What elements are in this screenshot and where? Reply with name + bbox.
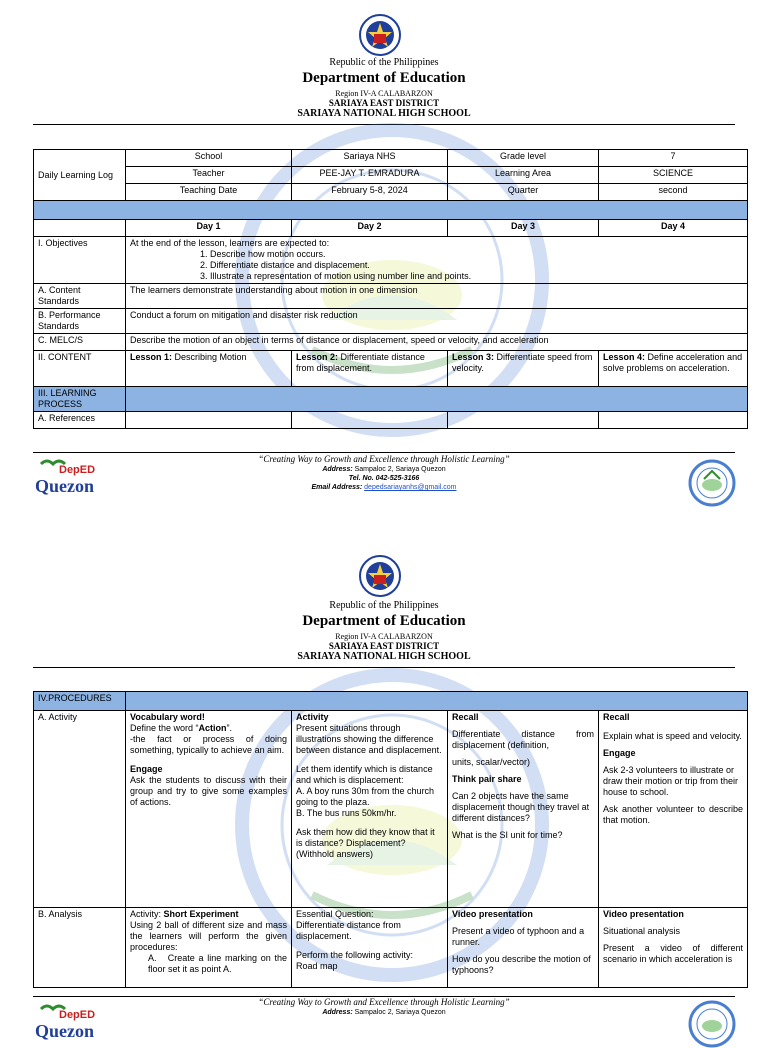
page-1 [0,0,768,520]
objective-item: 3. Illustrate a representation of motion using number line and points. [200,271,472,281]
content-label: II. CONTENT [34,351,126,387]
procedures-label: IV.PROCEDURES [34,692,126,711]
learning-log-table [33,149,748,429]
value-grade: 7 [599,150,748,167]
republic-text: Republic of the Philippines [329,57,439,68]
footer-tel: Tel. No. 042-525-3166 [348,475,420,482]
letterhead: Republic of the Philippines Department of Education Region IV-A CALABARZON SARIAYA EAST DISTRICT SARIAYA NATIONAL HIGH SCHOOL [297,600,471,662]
day-4-header: Day 4 [599,220,748,237]
footer-email-link[interactable]: depedsariayanhs@gmail.com [364,484,457,491]
value-school: Sariaya NHS [292,150,448,167]
label-grade: Grade level [448,150,599,167]
day-1-header: Day 1 [126,220,292,237]
svg-text:DepED: DepED [59,464,96,476]
snhs-logo-icon [688,459,736,507]
objective-item: 1. Describe how motion occurs. [200,249,326,259]
performance-standards-text: Conduct a forum on mitigation and disaster risk reduction [126,309,748,334]
footer-address: Sampaloc 2, Sariaya Quezon [352,466,446,473]
content-standards-label: A. Content Standards [34,284,126,309]
activity-day-2: Activity Present situations through illustrations showing the difference between distance and displacement. Let them identify which is distance and which is displacement: A. A boy runs 30m from the church going to the plaza. B. The bus runs 50km/hr. Ask them how did they know that it is distance? Displacement? (Withhold answers) [292,711,448,908]
letterhead [0,57,768,119]
value-date: February 5-8, 2024 [292,184,448,201]
analysis-day-4: Video presentation Situational analysis Present a video of different scenario in which acceleration is [599,908,748,988]
header-rule [33,124,735,125]
header-rule [33,667,735,668]
activity-day-3: Recall Differentiate distance from displacement (definition, units, scalar/vector) Think pair share Can 2 objects have the same displacement though they travel at different distances? What is the SI unit for time? [448,711,599,908]
value-teacher: PEE-JAY T. EMRADURA [292,167,448,184]
svg-text:Quezon: Quezon [35,476,95,496]
value-area: SCIENCE [599,167,748,184]
learning-process-band [126,387,748,412]
objective-item: 2. Differentiate distance and displacement. [200,260,370,270]
content-standards-text: The learners demonstrate understanding about motion in one dimension [126,284,748,309]
activity-day-4: Recall Explain what is speed and velocity. Engage Ask 2-3 volunteers to illustrate or draw their motion or trip from their house to school. Ask another volunteer to describe that motion. [599,711,748,908]
objectives-cell [126,237,748,284]
analysis-day-3: Video presentation Present a video of typhoon and a runner. How do you describe the motion of typhoons? [448,908,599,988]
melc-text: Describe the motion of an object in terms of distance or displacement, speed or velocity, and acceleration [126,334,748,351]
objectives-label: I. Objectives [34,237,126,284]
school-title: SARIAYA NATIONAL HIGH SCHOOL [297,108,471,119]
activity-day-1: Vocabulary word! Define the word “Action”. -the fact or process of doing something, typically to achieve an aim. Engage Ask the students to discuss with their group and try to give some examples of actions. [126,711,292,908]
day-3-header: Day 3 [448,220,599,237]
snhs-logo-icon [688,1000,736,1048]
label-quarter: Quarter [448,184,599,201]
melc-label: C. MELC/S [34,334,126,351]
objectives-intro: At the end of the lesson, learners are expected to: [130,238,330,248]
day-header-blank [34,220,126,237]
page-2 [0,545,768,1041]
section-band [34,201,748,220]
lesson-2: Lesson 2: Differentiate distance from displacement. [292,351,448,387]
day-2-header: Day 2 [292,220,448,237]
label-school: School [126,150,292,167]
label-date: Teaching Date [126,184,292,201]
region-text: Region IV-A CALABARZON [335,89,433,98]
footer-motto: “Creating Way to Growth and Excellence through Holistic Learning” [258,454,510,464]
svg-text:Quezon: Quezon [35,1021,95,1041]
lesson-4: Lesson 4: Define acceleration and solve problems on acceleration. [599,351,748,387]
procedures-band [126,692,748,711]
deped-seal-icon [359,555,401,597]
footer: “Creating Way to Growth and Excellence through Holistic Learning” Address: Sampaloc 2, Sariaya Quezon Tel. No. 042-525-3166 Email Address: depedsariayanhs@gmail.com [0,454,768,491]
analysis-day-2: Essential Question: Differentiate distance from displacement. Perform the following activity: Road map [292,908,448,988]
lesson-1: Lesson 1: Describing Motion [126,351,292,387]
label-area: Learning Area [448,167,599,184]
district-text: SARIAYA EAST DISTRICT [328,98,440,108]
procedures-table [33,691,748,988]
deped-seal-icon [359,14,401,56]
analysis-label: B. Analysis [34,908,126,988]
department-title: Department of Education [302,70,466,86]
activity-label: A. Activity [34,711,126,908]
footer: “Creating Way to Growth and Excellence through Holistic Learning” Address: Sampaloc 2, Sariaya Quezon [258,997,510,1016]
analysis-day-1: Activity: Short Experiment Using 2 ball of different size and mass the learners will perform the given procedures: A. Create a line marking on the floor set it as point A. [126,908,292,988]
value-quarter: second [599,184,748,201]
svg-text:DepED: DepED [59,1009,96,1021]
log-title: Daily Learning Log [34,150,126,201]
label-teacher: Teacher [126,167,292,184]
footer-rule [33,452,735,453]
references-label: A. References [34,412,126,429]
lesson-3: Lesson 3: Differentiate speed from velocity. [448,351,599,387]
learning-process-label: III. LEARNING PROCESS [34,387,126,412]
performance-standards-label: B. Performance Standards [34,309,126,334]
